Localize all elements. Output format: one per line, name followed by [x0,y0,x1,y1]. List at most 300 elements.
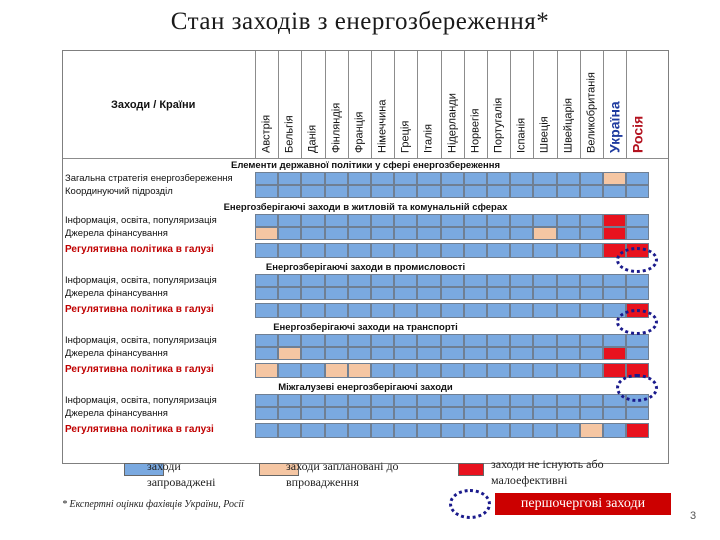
status-cell [371,423,394,438]
status-cell [255,334,278,347]
status-cell [603,287,626,300]
section-title: Елементи державної політики у сфері енергозбереження [231,160,500,171]
country-header-9 [464,53,487,156]
country-name: Греція [399,120,412,153]
status-cell [510,243,533,258]
section-title: Міжгалузеві енергозберігаючі заходи [278,382,453,393]
country-name: Швейцарія [562,98,575,153]
status-cell [626,172,649,185]
status-cell [510,214,533,227]
status-cell [464,172,487,185]
priority-badge: першочергові заходи [495,493,671,515]
row-label: Джерела фінансування [65,288,168,299]
status-cell [510,185,533,198]
status-cell [580,185,603,198]
country-name: Португалія [492,97,505,153]
column-divider [394,51,395,158]
column-divider [510,51,511,158]
status-cell [557,363,580,378]
highlight-ring-industry [616,309,658,335]
status-cell [301,303,324,318]
status-cell [510,172,533,185]
status-cell [417,407,440,420]
status-cell [301,274,324,287]
status-cell [603,227,626,240]
status-cell [533,363,556,378]
status-cell [487,172,510,185]
status-cell [325,334,348,347]
status-cell [557,423,580,438]
status-cell [487,394,510,407]
status-cell [533,303,556,318]
status-cell [417,423,440,438]
status-cell [464,394,487,407]
status-cell [464,227,487,240]
row-label: Регулятивна політика в галузі [65,244,214,255]
status-cell [557,214,580,227]
legend-priority-ring [449,489,491,519]
status-cell [348,227,371,240]
country-name: Норвегія [469,108,482,153]
status-cell [278,227,301,240]
country-header-7 [417,53,440,156]
status-cell [417,334,440,347]
status-cell [441,423,464,438]
status-cell [441,243,464,258]
column-divider [325,51,326,158]
country-name: Росія [629,115,646,153]
column-divider [487,51,488,158]
status-cell [510,423,533,438]
status-cell [417,172,440,185]
status-cell [626,407,649,420]
status-cell [371,274,394,287]
status-cell [557,243,580,258]
status-cell [441,274,464,287]
status-cell [417,227,440,240]
status-cell [603,185,626,198]
status-cell [394,214,417,227]
status-cell [371,227,394,240]
section-title: Енергозберігаючі заходи в промисловості [265,262,466,273]
status-cell [417,394,440,407]
country-header-14 [580,53,603,156]
highlight-ring-housing [616,247,658,273]
status-cell [325,172,348,185]
status-cell [626,334,649,347]
country-header-11 [510,53,533,156]
status-cell [394,334,417,347]
status-cell [441,172,464,185]
country-header-5 [371,53,394,156]
status-cell [371,407,394,420]
country-name: Іспанія [515,117,528,153]
status-cell [255,172,278,185]
status-cell [255,347,278,360]
status-cell [603,363,626,378]
status-cell [510,287,533,300]
status-cell [510,394,533,407]
status-cell [394,227,417,240]
status-cell [487,363,510,378]
status-cell [603,172,626,185]
page-title: Стан заходів з енергозбереження* [170,8,550,35]
status-cell [255,243,278,258]
status-cell [533,287,556,300]
status-cell [557,407,580,420]
status-cell [417,214,440,227]
status-cell [580,227,603,240]
legend-implemented: заходи запроваджені [147,459,216,489]
status-cell [533,214,556,227]
status-cell [348,274,371,287]
status-cell [441,185,464,198]
status-cell [603,274,626,287]
status-cell [325,185,348,198]
status-cell [348,407,371,420]
status-cell [603,334,626,347]
status-cell [580,347,603,360]
status-cell [441,363,464,378]
status-cell [417,274,440,287]
country-name: Україна [606,101,623,153]
footnote: * Експертні оцінки фахівців України, Росії [62,499,244,510]
status-cell [394,274,417,287]
status-cell [510,363,533,378]
status-cell [417,287,440,300]
country-header-2 [301,53,324,156]
country-header-16 [626,53,649,156]
status-cell [255,303,278,318]
status-cell [371,347,394,360]
country-header-12 [533,53,556,156]
status-cell [278,423,301,438]
status-cell [626,214,649,227]
status-cell [533,334,556,347]
status-cell [394,407,417,420]
status-cell [255,227,278,240]
row-label: Інформація, освіта, популяризація [65,215,217,226]
column-divider [626,51,627,158]
row-label: Джерела фінансування [65,408,168,419]
status-cell [394,423,417,438]
status-cell [325,243,348,258]
status-cell [301,227,324,240]
status-cell [255,423,278,438]
status-cell [417,303,440,318]
status-cell [464,185,487,198]
status-cell [301,172,324,185]
legend-swatch-absent [458,463,484,476]
status-cell [278,303,301,318]
status-cell [325,347,348,360]
status-cell [325,394,348,407]
status-cell [441,214,464,227]
status-cell [533,394,556,407]
row-label: Інформація, освіта, популяризація [65,395,217,406]
country-name: Бельгія [283,115,296,153]
status-cell [626,347,649,360]
row-label: Регулятивна політика в галузі [65,424,214,435]
status-cell [464,243,487,258]
status-cell [464,347,487,360]
status-cell [487,214,510,227]
status-cell [487,303,510,318]
status-cell [533,347,556,360]
country-name: Німеччина [376,99,389,153]
status-cell [441,287,464,300]
status-cell [348,347,371,360]
column-divider [533,51,534,158]
status-cell [278,334,301,347]
status-cell [325,363,348,378]
status-cell [278,185,301,198]
status-cell [325,274,348,287]
row-label: Джерела фінансування [65,348,168,359]
status-cell [533,423,556,438]
status-cell [603,347,626,360]
status-cell [580,363,603,378]
status-cell [325,407,348,420]
country-header-13 [557,53,580,156]
column-divider [580,51,581,158]
status-cell [417,363,440,378]
column-divider [441,51,442,158]
status-cell [301,185,324,198]
status-cell [417,185,440,198]
status-cell [487,185,510,198]
status-cell [557,172,580,185]
status-cell [580,407,603,420]
status-cell [580,172,603,185]
status-cell [371,287,394,300]
status-cell [255,407,278,420]
status-cell [301,214,324,227]
status-cell [371,363,394,378]
status-cell [557,303,580,318]
status-cell [510,334,533,347]
country-name: Франція [353,111,366,153]
row-label: Інформація, освіта, популяризація [65,275,217,286]
status-cell [533,243,556,258]
country-name: Австрія [260,114,273,153]
row-label: Координуючий підрозділ [65,186,173,197]
status-cell [394,243,417,258]
status-cell [371,334,394,347]
status-cell [301,287,324,300]
country-header-3 [325,53,348,156]
status-cell [255,214,278,227]
status-cell [441,227,464,240]
status-cell [626,287,649,300]
column-divider [278,51,279,158]
status-cell [348,214,371,227]
status-cell [348,287,371,300]
country-name: Італія [422,124,435,153]
status-cell [487,287,510,300]
section-title: Енергозберігаючі заходи на транспорті [273,322,458,333]
country-name: Фінляндія [330,102,343,153]
status-cell [510,274,533,287]
status-cell [533,185,556,198]
column-divider [417,51,418,158]
status-cell [557,287,580,300]
status-cell [580,423,603,438]
status-cell [603,407,626,420]
status-cell [301,243,324,258]
status-cell [533,227,556,240]
row-label: Джерела фінансування [65,228,168,239]
status-cell [278,172,301,185]
status-cell [533,407,556,420]
status-cell [325,423,348,438]
status-cell [487,423,510,438]
status-cell [441,303,464,318]
country-header-8 [441,53,464,156]
status-cell [325,227,348,240]
status-cell [371,185,394,198]
status-cell [278,274,301,287]
status-cell [301,334,324,347]
status-cell [580,394,603,407]
status-cell [464,334,487,347]
status-cell [301,347,324,360]
status-cell [441,347,464,360]
status-cell [301,407,324,420]
country-name: Швеція [538,116,551,153]
column-divider [557,51,558,158]
status-cell [557,185,580,198]
status-cell [301,394,324,407]
status-cell [580,214,603,227]
status-cell [394,303,417,318]
status-cell [371,303,394,318]
status-cell [464,287,487,300]
status-cell [533,274,556,287]
row-label: Інформація, освіта, популяризація [65,335,217,346]
status-cell [603,214,626,227]
column-divider [371,51,372,158]
status-cell [487,227,510,240]
legend-absent: заходи не існують або малоефективні [491,457,604,487]
status-cell [580,287,603,300]
status-cell [626,423,649,438]
status-cell [487,243,510,258]
status-cell [510,347,533,360]
status-cell [557,227,580,240]
status-cell [348,243,371,258]
status-cell [371,172,394,185]
status-cell [371,394,394,407]
status-cell [510,227,533,240]
status-cell [394,394,417,407]
status-cell [580,243,603,258]
status-cell [394,185,417,198]
status-cell [510,303,533,318]
status-cell [557,334,580,347]
header-label: Заходи / Країни [111,99,196,111]
country-header-0 [255,53,278,156]
status-cell [441,334,464,347]
status-cell [487,347,510,360]
status-cell [394,172,417,185]
country-header-6 [394,53,417,156]
column-divider [603,51,604,158]
status-cell [533,172,556,185]
status-cell [394,347,417,360]
status-cell [464,423,487,438]
status-cell [278,363,301,378]
status-cell [371,214,394,227]
status-cell [348,423,371,438]
energy-table [62,50,669,464]
status-cell [626,227,649,240]
row-label: Загальна стратегія енергозбереження [65,173,233,184]
status-cell [510,407,533,420]
status-cell [278,243,301,258]
status-cell [557,347,580,360]
status-cell [371,243,394,258]
column-divider [255,51,256,158]
status-cell [325,303,348,318]
status-cell [557,394,580,407]
country-name: Нідерланди [446,93,459,153]
status-cell [487,274,510,287]
status-cell [441,394,464,407]
legend-planned: заходи заплановані до впровадження [286,459,399,489]
country-name: Великобританія [585,72,598,153]
status-cell [348,303,371,318]
status-cell [487,334,510,347]
status-cell [348,363,371,378]
status-cell [464,303,487,318]
status-cell [348,185,371,198]
status-cell [487,407,510,420]
status-cell [255,274,278,287]
status-cell [580,303,603,318]
country-name: Данія [306,124,319,153]
status-cell [348,394,371,407]
section-title: Енергозберігаючі заходи в житловій та комунальній сферах [223,202,508,213]
status-cell [325,287,348,300]
status-cell [278,287,301,300]
status-cell [580,334,603,347]
status-cell [255,287,278,300]
status-cell [348,334,371,347]
page-number: 3 [690,510,697,522]
status-cell [255,185,278,198]
row-label: Регулятивна політика в галузі [65,364,214,375]
country-header-1 [278,53,301,156]
highlight-ring-transport [616,374,658,402]
country-header-15 [603,53,626,156]
status-cell [464,363,487,378]
status-cell [301,423,324,438]
status-cell [580,274,603,287]
status-cell [255,394,278,407]
status-cell [278,394,301,407]
status-cell [348,172,371,185]
status-cell [255,363,278,378]
status-cell [417,243,440,258]
status-cell [325,214,348,227]
status-cell [464,214,487,227]
status-cell [394,363,417,378]
row-label: Регулятивна політика в галузі [65,304,214,315]
status-cell [278,407,301,420]
status-cell [557,274,580,287]
status-cell [626,185,649,198]
